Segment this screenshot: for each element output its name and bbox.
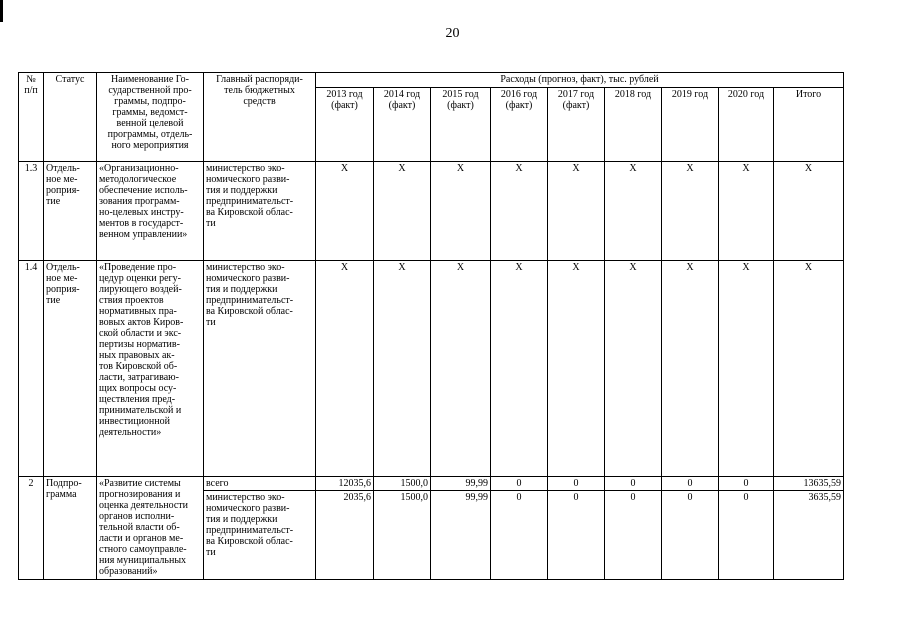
row-value: 2035,6 xyxy=(316,491,374,580)
row-value: X xyxy=(548,162,605,261)
row-total: X xyxy=(774,261,844,477)
header-row-1 xyxy=(19,73,844,88)
row-value: 1500,0 xyxy=(374,491,431,580)
col-num-header: № п/п xyxy=(19,73,44,162)
page-number: 20 xyxy=(445,26,460,41)
row-value: X xyxy=(662,162,719,261)
row-name: «Проведение про- цедур оценки регу- лирующего воздей- ствия проектов нормативных пра- вовых актов Киров- ской области и экс- пертизы норматив- ных правовых ак- тов Кировской об- ласти, затрагиваю- щих вопросы осу- ществления пред- принимательской и инвестиционной деятельности» xyxy=(97,261,204,477)
row-value: 99,99 xyxy=(431,491,491,580)
col-status-header: Статус xyxy=(44,73,97,162)
row-value: X xyxy=(374,261,431,477)
row-value: 0 xyxy=(548,477,605,491)
col-manager-header: Главный распоряди- тель бюджетных средств xyxy=(204,73,316,162)
table-row xyxy=(19,477,844,491)
row-value: 1500,0 xyxy=(374,477,431,491)
row-value: 0 xyxy=(662,491,719,580)
row-value: X xyxy=(548,261,605,477)
year-header: 2016 год (факт) xyxy=(491,88,548,162)
year-header: 2020 год xyxy=(719,88,774,162)
row-num: 1.3 xyxy=(19,162,44,261)
row-value: 99,99 xyxy=(431,477,491,491)
year-header: 2018 год xyxy=(605,88,662,162)
row-total: 3635,59 xyxy=(774,491,844,580)
expenses-header: Расходы (прогноз, факт), тыс. рублей xyxy=(316,73,844,88)
row-value: 0 xyxy=(491,491,548,580)
row-value: 0 xyxy=(719,491,774,580)
row-manager: всего xyxy=(204,477,316,491)
row-value: 0 xyxy=(719,477,774,491)
row-value: 0 xyxy=(491,477,548,491)
row-num: 2 xyxy=(19,477,44,580)
row-num: 1.4 xyxy=(19,261,44,477)
row-name: «Организационно- методологическое обеспечение исполь- зования программ- но-целевых инстру- ментов в государст- венном управлении» xyxy=(97,162,204,261)
row-value: X xyxy=(605,162,662,261)
table-row xyxy=(19,261,844,477)
row-value: X xyxy=(431,261,491,477)
row-value: X xyxy=(316,261,374,477)
row-value: X xyxy=(431,162,491,261)
col-name-header: Наименование Го- сударственной про- граммы, подпро- граммы, ведомст- венной целевой программы, отдель- ного мероприятия xyxy=(97,73,204,162)
row-manager: министерство эко- номического разви- тия и поддержки предпринимательст- ва Кировской облас- ти xyxy=(204,491,316,580)
year-header: 2013 год (факт) xyxy=(316,88,374,162)
row-status: Отдель- ное ме- роприя- тие xyxy=(44,261,97,477)
row-value: 12035,6 xyxy=(316,477,374,491)
table-row xyxy=(19,162,844,261)
row-manager: министерство эко- номического разви- тия и поддержки предпринимательст- ва Кировской облас- ти xyxy=(204,162,316,261)
row-value: 0 xyxy=(605,491,662,580)
year-header: 2014 год (факт) xyxy=(374,88,431,162)
year-header: 2017 год (факт) xyxy=(548,88,605,162)
year-header: 2019 год xyxy=(662,88,719,162)
row-value: 0 xyxy=(548,491,605,580)
row-value: X xyxy=(374,162,431,261)
row-name: «Развитие системы прогнозирования и оценка деятельности органов исполни- тельной власти об- ласти и органов ме- стного самоуправле- ния муниципальных образований» xyxy=(97,477,204,580)
row-status: Подпро- грамма xyxy=(44,477,97,580)
year-header: 2015 год (факт) xyxy=(431,88,491,162)
row-value: X xyxy=(316,162,374,261)
row-status: Отдель- ное ме- роприя- тие xyxy=(44,162,97,261)
row-value: X xyxy=(719,162,774,261)
total-header: Итого xyxy=(774,88,844,162)
row-value: 0 xyxy=(605,477,662,491)
row-manager: министерство эко- номического разви- тия и поддержки предпринимательст- ва Кировской облас- ти xyxy=(204,261,316,477)
row-total: X xyxy=(774,162,844,261)
row-value: X xyxy=(605,261,662,477)
row-value: 0 xyxy=(662,477,719,491)
page-edge-mark xyxy=(0,0,3,22)
row-total: 13635,59 xyxy=(774,477,844,491)
row-value: X xyxy=(491,261,548,477)
row-value: X xyxy=(662,261,719,477)
row-value: X xyxy=(719,261,774,477)
row-value: X xyxy=(491,162,548,261)
budget-table xyxy=(18,72,844,580)
